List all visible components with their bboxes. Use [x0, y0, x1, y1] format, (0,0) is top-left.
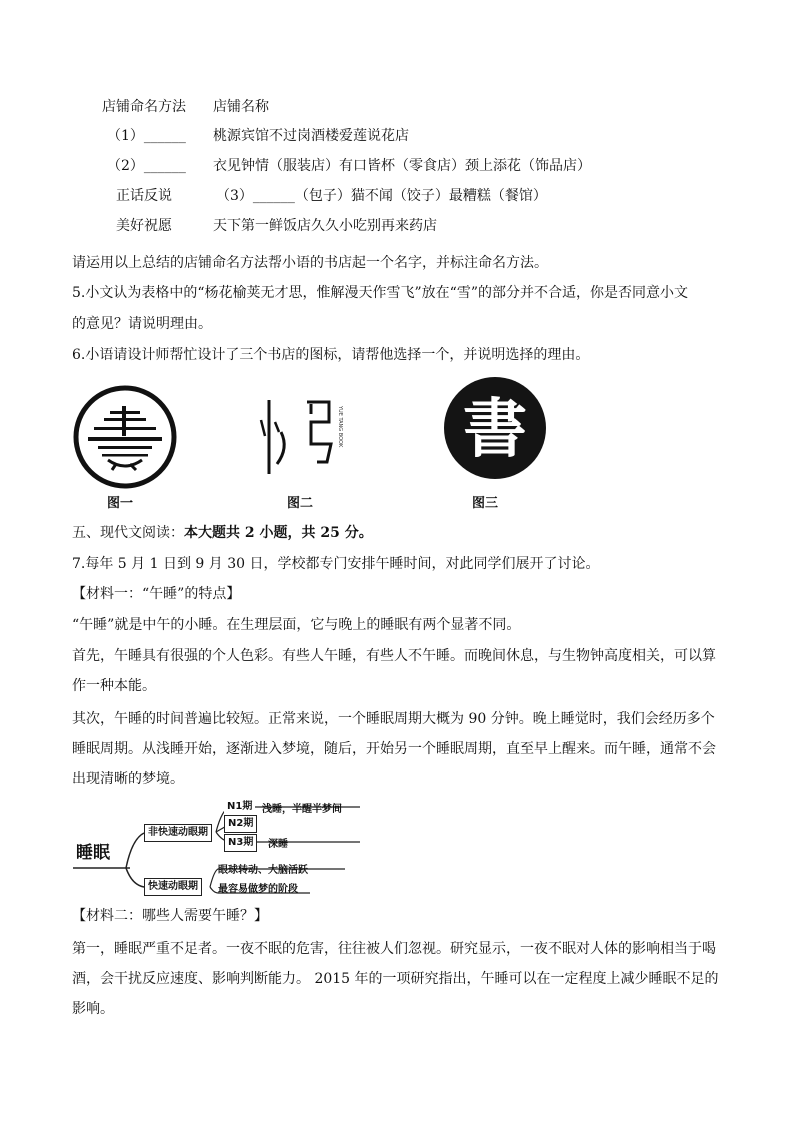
mindmap-branch-nrem: 非快速动眼期 — [144, 824, 212, 842]
material2-title: 【材料二：哪些人需要午睡？】 — [72, 908, 268, 924]
mindmap-rem-desc1: 眼球转动、大脑活跃 — [218, 865, 308, 876]
q6-question: 6.小语请设计师帮忙设计了三个书店的图标，请帮他选择一个，并说明选择的理由。 — [72, 347, 590, 363]
mindmap-n3-desc: 深睡 — [268, 839, 288, 850]
mindmap-n1: N1期 — [224, 799, 255, 815]
material2-p1-line2: 酒，会干扰反应速度、影响判断能力。 2015 年的一项研究指出，午睡可以在一定程度上减少睡眠不足的 — [72, 971, 719, 987]
book-logo-figure-3 — [442, 375, 548, 481]
table-row1-method: （1）______ — [107, 128, 186, 144]
table-row2-method: （2）______ — [107, 158, 186, 174]
q7-question: 7.每年 5 月 1 日到 9 月 30 日，学校都专门安排午睡时间，对此同学们展开了讨论。 — [72, 556, 600, 572]
material2-p1-line1: 第一，睡眠严重不足者。一夜不眠的危害，往往被人们忽视。研究显示，一夜不眠对人体的影响相当于喝 — [72, 941, 716, 957]
fig3-label: 图三 — [472, 496, 499, 511]
table-row4-name: 天下第一鲜饭店久久小吃别再来药店 — [213, 218, 437, 234]
mindmap-n2: N2期 — [224, 815, 257, 833]
table-row2-name: 衣见钟情（服装店）有口皆杯（零食店）颈上添花（饰品店） — [213, 158, 591, 174]
svg-text:書: 書 — [463, 392, 527, 467]
mindmap-n1-desc: 浅睡，半醒半梦间 — [262, 804, 342, 815]
section5-score: 本大题共 2 小题，共 25 分。 — [184, 525, 373, 541]
fig2-label: 图二 — [287, 496, 314, 511]
table-header-name: 店铺名称 — [213, 99, 269, 115]
material1-p3-line2: 睡眠周期。从浅睡开始，逐渐进入梦境，随后，开始另一个睡眠周期，直至早上醒来。而午睡，通常不会 — [72, 741, 716, 757]
material1-p3-line1: 其次，午睡的时间普遍比较短。正常来说，一个睡眠周期大概为 90 分钟。晚上睡觉时，我们会经历多个 — [72, 711, 715, 727]
mindmap-rem-desc2: 最容易做梦的阶段 — [218, 884, 298, 895]
material1-title: 【材料一：“午睡”的特点】 — [72, 586, 241, 602]
table-header-method: 店铺命名方法 — [102, 99, 186, 115]
material1-p2-line2: 作一种本能。 — [72, 678, 156, 694]
material2-p1-line3: 影响。 — [72, 1001, 114, 1017]
book-logo-figure-2 — [255, 392, 345, 482]
table-row4-method: 美好祝愿 — [116, 218, 172, 234]
svg-text:YUE TANG BOOK: YUE TANG BOOK — [337, 406, 343, 448]
q5-line2: 的意见？请说明理由。 — [72, 316, 212, 332]
q5-line1: 5.小文认为表格中的“杨花榆荚无才思，惟解漫天作雪飞”放在“雪”的部分并不合适，你是否同意小文 — [72, 285, 688, 301]
q4-instruction: 请运用以上总结的店铺命名方法帮小语的书店起一个名字，并标注命名方法。 — [72, 255, 548, 271]
mindmap-n3: N3期 — [224, 834, 257, 852]
table-row3-method: 正话反说 — [116, 188, 172, 204]
material1-p2-line1: 首先，午睡具有很强的个人色彩。有些人午睡，有些人不午睡。而晚间休息，与生物钟高度相关，可以算 — [72, 648, 716, 664]
material1-p1: “午睡”就是中午的小睡。在生理层面，它与晚上的睡眠有两个显著不同。 — [72, 617, 521, 633]
mindmap-root: 睡眠 — [76, 843, 110, 863]
fig1-label: 图一 — [107, 496, 134, 511]
section5-prefix: 五、现代文阅读： — [72, 525, 184, 541]
table-row3-name: （3）______（包子）猫不闻（饺子）最糟糕（餐馆） — [216, 188, 547, 204]
mindmap-branch-rem: 快速动眼期 — [144, 878, 202, 896]
book-logo-figure-1 — [72, 384, 178, 490]
material1-p3-line3: 出现清晰的梦境。 — [72, 771, 184, 787]
section5-heading — [72, 523, 373, 543]
table-row1-name: 桃源宾馆不过岗酒楼爱莲说花店 — [213, 128, 409, 144]
